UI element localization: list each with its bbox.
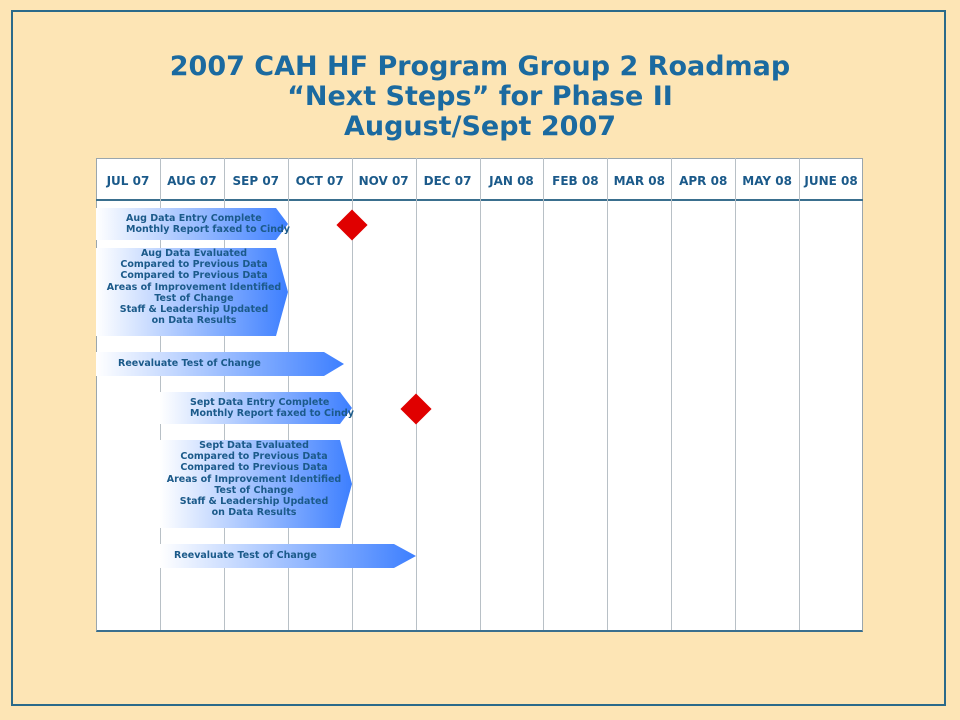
month-header: JUNE 08: [804, 174, 858, 188]
month-header: JUL 07: [106, 174, 150, 188]
title-line-2: “Next Steps” for Phase II: [287, 81, 673, 112]
month-header: FEB 08: [552, 174, 599, 188]
month-header: OCT 07: [295, 174, 344, 188]
month-header: JAN 08: [489, 174, 534, 188]
task-label-aug-entry: Aug Data Entry Complete Monthly Report faxed to Cindy: [126, 213, 291, 236]
slide-title: [0, 52, 960, 142]
task-label-aug-eval: Aug Data Evaluated Compared to Previous Data Compared to Previous Data Areas of Improvement Identified Test of Change Staff & Leadership Updated on Data Results: [106, 248, 282, 327]
month-header: DEC 07: [423, 174, 472, 188]
title-line-3: August/Sept 2007: [343, 111, 617, 142]
month-header: AUG 07: [167, 174, 217, 188]
title-line-1: 2007 CAH HF Program Group 2 Roadmap: [169, 51, 791, 82]
month-header: NOV 07: [358, 174, 409, 188]
month-divider: [799, 158, 800, 630]
month-divider: [671, 158, 672, 630]
month-header: APR 08: [679, 174, 728, 188]
month-header: MAR 08: [613, 174, 665, 188]
month-divider: [735, 158, 736, 630]
task-label-aug-reeval: Reevaluate Test of Change: [118, 358, 261, 369]
task-label-sept-entry: Sept Data Entry Complete Monthly Report faxed to Cindy: [190, 397, 355, 420]
task-label-sept-eval: Sept Data Evaluated Compared to Previous Data Compared to Previous Data Areas of Improvement Identified Test of Change Staff & Leadership Updated on Data Results: [166, 440, 342, 519]
month-header: SEP 07: [232, 174, 280, 188]
month-divider: [543, 158, 544, 630]
month-header: MAY 08: [742, 174, 792, 188]
task-label-sept-reeval: Reevaluate Test of Change: [174, 550, 317, 561]
month-divider: [607, 158, 608, 630]
month-divider: [480, 158, 481, 630]
